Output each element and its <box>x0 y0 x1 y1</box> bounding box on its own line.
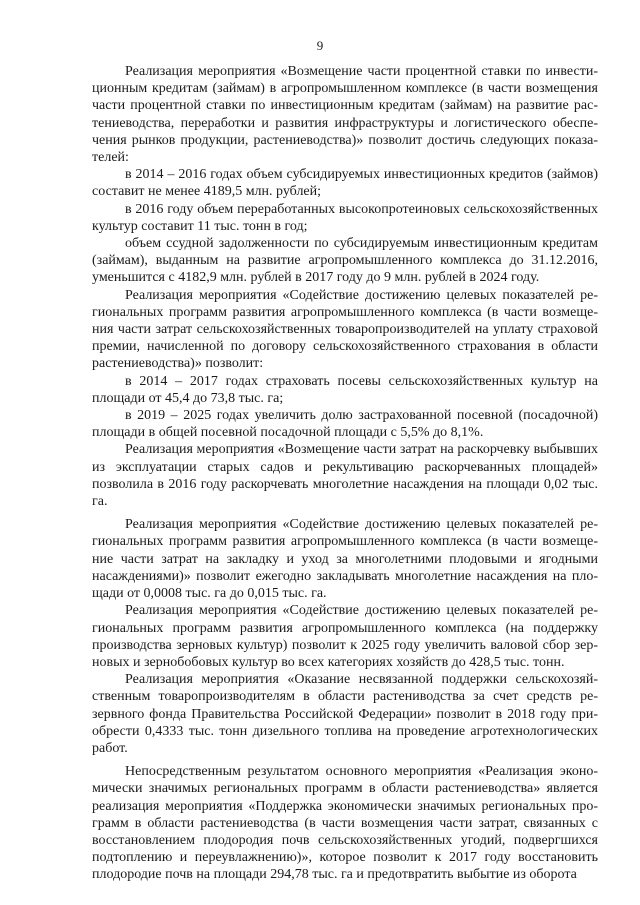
paragraph-high-protein-crops: в 2016 году объем переработанных высокопротеиновых сельскохозяйственных культур составит 11 тыс. тонн в год; <box>92 201 598 234</box>
paragraph-credits-volume: в 2014 – 2016 годах объем субсидируемых инвестиционных кредитов (займов) составит не менее 4189,5 млн. рублей; <box>92 167 598 200</box>
paragraph-loan-debt: объем ссудной задолженности по субсидируемым инвестиционным кредитам (займам), выданным на развитие агропромышленного комплекса до 31.12.2016, уменьшится с 4182,9 млн. рублей в 2017 году до 9 млн. рублей в 2024 году. <box>92 236 598 286</box>
paragraph-investment-credits: Реализация мероприятия «Возмещение части процентной ставки по инвестиционным кредитам (займам) в агропромышленном комплексе (в части возмещения части процентной ставки по инвестиционным кредитам (займам) на развитие растениеводства, переработки и развития инфраструктуры и логистического обеспечения рынков продукции, растениеводства)» позволит достичь следующих показателей: <box>92 64 598 166</box>
paragraph-soil-fertility: Непосредственным результатом основного мероприятия «Реализация экономически значимых региональных программ в области растениеводства» является реализация мероприятия «Поддержка экономически значимых региональных программ в области растениеводства (в части возмещения части затрат, связанных с восстановлением плодородия почв сельскохозяйственных угодий, подвергшихся подтоплению и переувлажнению)», которое позволит к 2017 году восстановить плодородие почв на площади 294,78 тыс. га и предотвратить выбытие из оборота <box>92 764 598 883</box>
page-number: 9 <box>316 38 324 53</box>
paragraph-diesel-fuel: Реализация мероприятия «Оказание несвязанной поддержки сельскохозяйственным товаропроизводителям в области растениводства за счет средств резервного фонда Правительства Российской Федерации» позволит в 2018 году приобрести 0,4333 тыс. тонн дизельного топлива на проведение агротехнологических работ. <box>92 672 598 756</box>
paragraph-insurance-measure: Реализация мероприятия «Содействие достижению целевых показателей региональных программ развития агропромышленного комплекса (в части возмещения части затрат сельскохозяйственных товаропроизводителей на уплату страховой премии, начисленной по договору сельскохозяйственного страхования в области растениеводства)» позволит: <box>92 287 598 372</box>
paragraph-orchard-uprooting: Реализация мероприятия «Возмещение части затрат на раскорчевку выбывших из эксплуатации старых садов и рекультивацию раскорчеванных площадей» позволила в 2016 году раскорчевать многолетние насаждения на площади 0,02 тыс. га. <box>92 442 598 510</box>
document-body <box>92 63 598 884</box>
paragraph-grain-production: Реализация мероприятия «Содействие достижению целевых показателей региональных программ развития агропромышленного комплекса (на поддержку производства зерновых культур) позволит к 2025 году увеличить валовой сбор зерновых и зернобобовых культур во всех категориях хозяйств до 428,5 тыс. тонн. <box>92 603 598 670</box>
paragraph-insured-share: в 2019 – 2025 годах увеличить долю застрахованной посевной (посадочной) площади в общей посевной посадочной площади с 5,5% до 8,1%. <box>92 408 598 441</box>
paragraph-perennial-plantings: Реализация мероприятия «Содействие достижению целевых показателей региональных программ развития агропромышленного комплекса (в части возмещение части затрат на закладку и уход за многолетними плодовыми и ягодными насаждениями)» позволит ежегодно закладывать многолетние насаждения на площади от 0,0008 тыс. га до 0,015 тыс. га. <box>92 517 598 602</box>
paragraph-insured-area: в 2014 – 2017 годах страховать посевы сельскохозяйственных культур на площади от 45,4 до 73,8 тыс. га; <box>92 373 598 406</box>
